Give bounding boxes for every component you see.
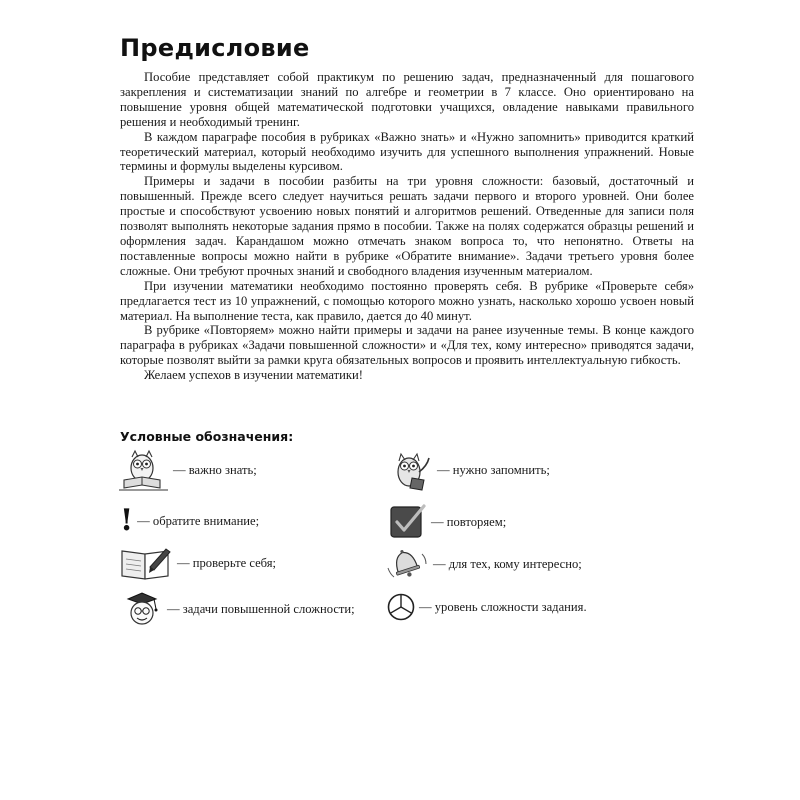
paragraph: В рубрике «Повторяем» можно найти примеры и задачи на ранее изученные темы. В конце каждого параграфа в рубриках «Задачи повышенной сложности» и «Для тех, кому интересно» приводятся задачи, которые позволят выйти за рамки круга обязательных вопросов и проявить интеллектуальную гибкость. (120, 323, 694, 368)
paragraph: Желаем успехов в изучении математики! (144, 368, 363, 383)
preface-text (120, 70, 694, 383)
legend-label: — проверьте себя; (177, 555, 277, 570)
legend-label: — обратите внимание; (137, 513, 260, 528)
legend-item-attention (120, 503, 260, 538)
book-pen-icon (120, 545, 174, 581)
difficulty-circle-icon (386, 592, 416, 622)
legend-label: — задачи повышенной сложности; (167, 601, 355, 616)
legend-item-difficulty (386, 592, 587, 622)
legend-label: — повторяем; (431, 514, 507, 529)
paragraph: Пособие представляет собой практикум по решению задач, предназначенный для пошагового закрепления и систематизации знаний по алгебре и геометрии в 7 классе. Оно ориентировано на повышение уровня общей математической подготовки учащихся, овладение навыками правильного решения и необходимый тренинг. (120, 70, 694, 129)
legend-item-interesting (384, 546, 582, 582)
page-title: Предисловие (120, 34, 310, 62)
legend-item-repeat (388, 503, 506, 541)
legend-heading: Условные обозначения: (120, 429, 294, 444)
owl-reading-icon (118, 448, 170, 492)
exclamation-icon: ! (120, 503, 134, 538)
legend-label: — уровень сложности задания. (419, 599, 587, 614)
graduate-face-icon (120, 589, 164, 629)
legend-label: — для тех, кому интересно; (433, 556, 582, 571)
legend-label: — нужно запомнить; (437, 462, 550, 477)
bell-icon (384, 546, 430, 582)
paragraph: В каждом параграфе пособия в рубриках «Важно знать» и «Нужно запомнить» приводится краткий теоретический материал, который необходимо изучить для успешного выполнения упражнений. Новые термины и формулы выделены курсивом. (120, 129, 694, 174)
paragraph: Примеры и задачи в пособии разбиты на три уровня сложности: базовый, достаточный и повышенный. Прежде всего следует научиться решать задачи первого и второго уровней. Они более простые и способствуют усвоению новых понятий и алгоритмов решений. Отведенные для записи поля позволят выполнять некоторые задания прямо в пособии. Также на полях содержатся образцы решений и оформления задач. Карандашом можно отмечать знаком вопроса то, что непонятно. Ответы на поставленные вопросы можно найти в рубрике «Обратите внимание». Задачи третьего уровня более сложные. Они требуют прочных знаний и свободного владения изученным материалом. (120, 174, 694, 278)
owl-waving-icon (388, 448, 434, 492)
legend-item-check-yourself (120, 545, 276, 581)
legend-item-important (118, 448, 257, 492)
legend-item-remember (388, 448, 550, 492)
legend-label: — важно знать; (173, 462, 257, 477)
checkmark-box-icon (388, 503, 428, 541)
legend-item-advanced (120, 589, 355, 629)
paragraph: При изучении математики необходимо постоянно проверять себя. В рубрике «Проверьте себя» предлагается тест из 10 упражнений, с помощью которого можно узнать, насколько хорошо усвоен новый материал. На выполнение теста, как правило, дается до 40 минут. (120, 278, 694, 323)
